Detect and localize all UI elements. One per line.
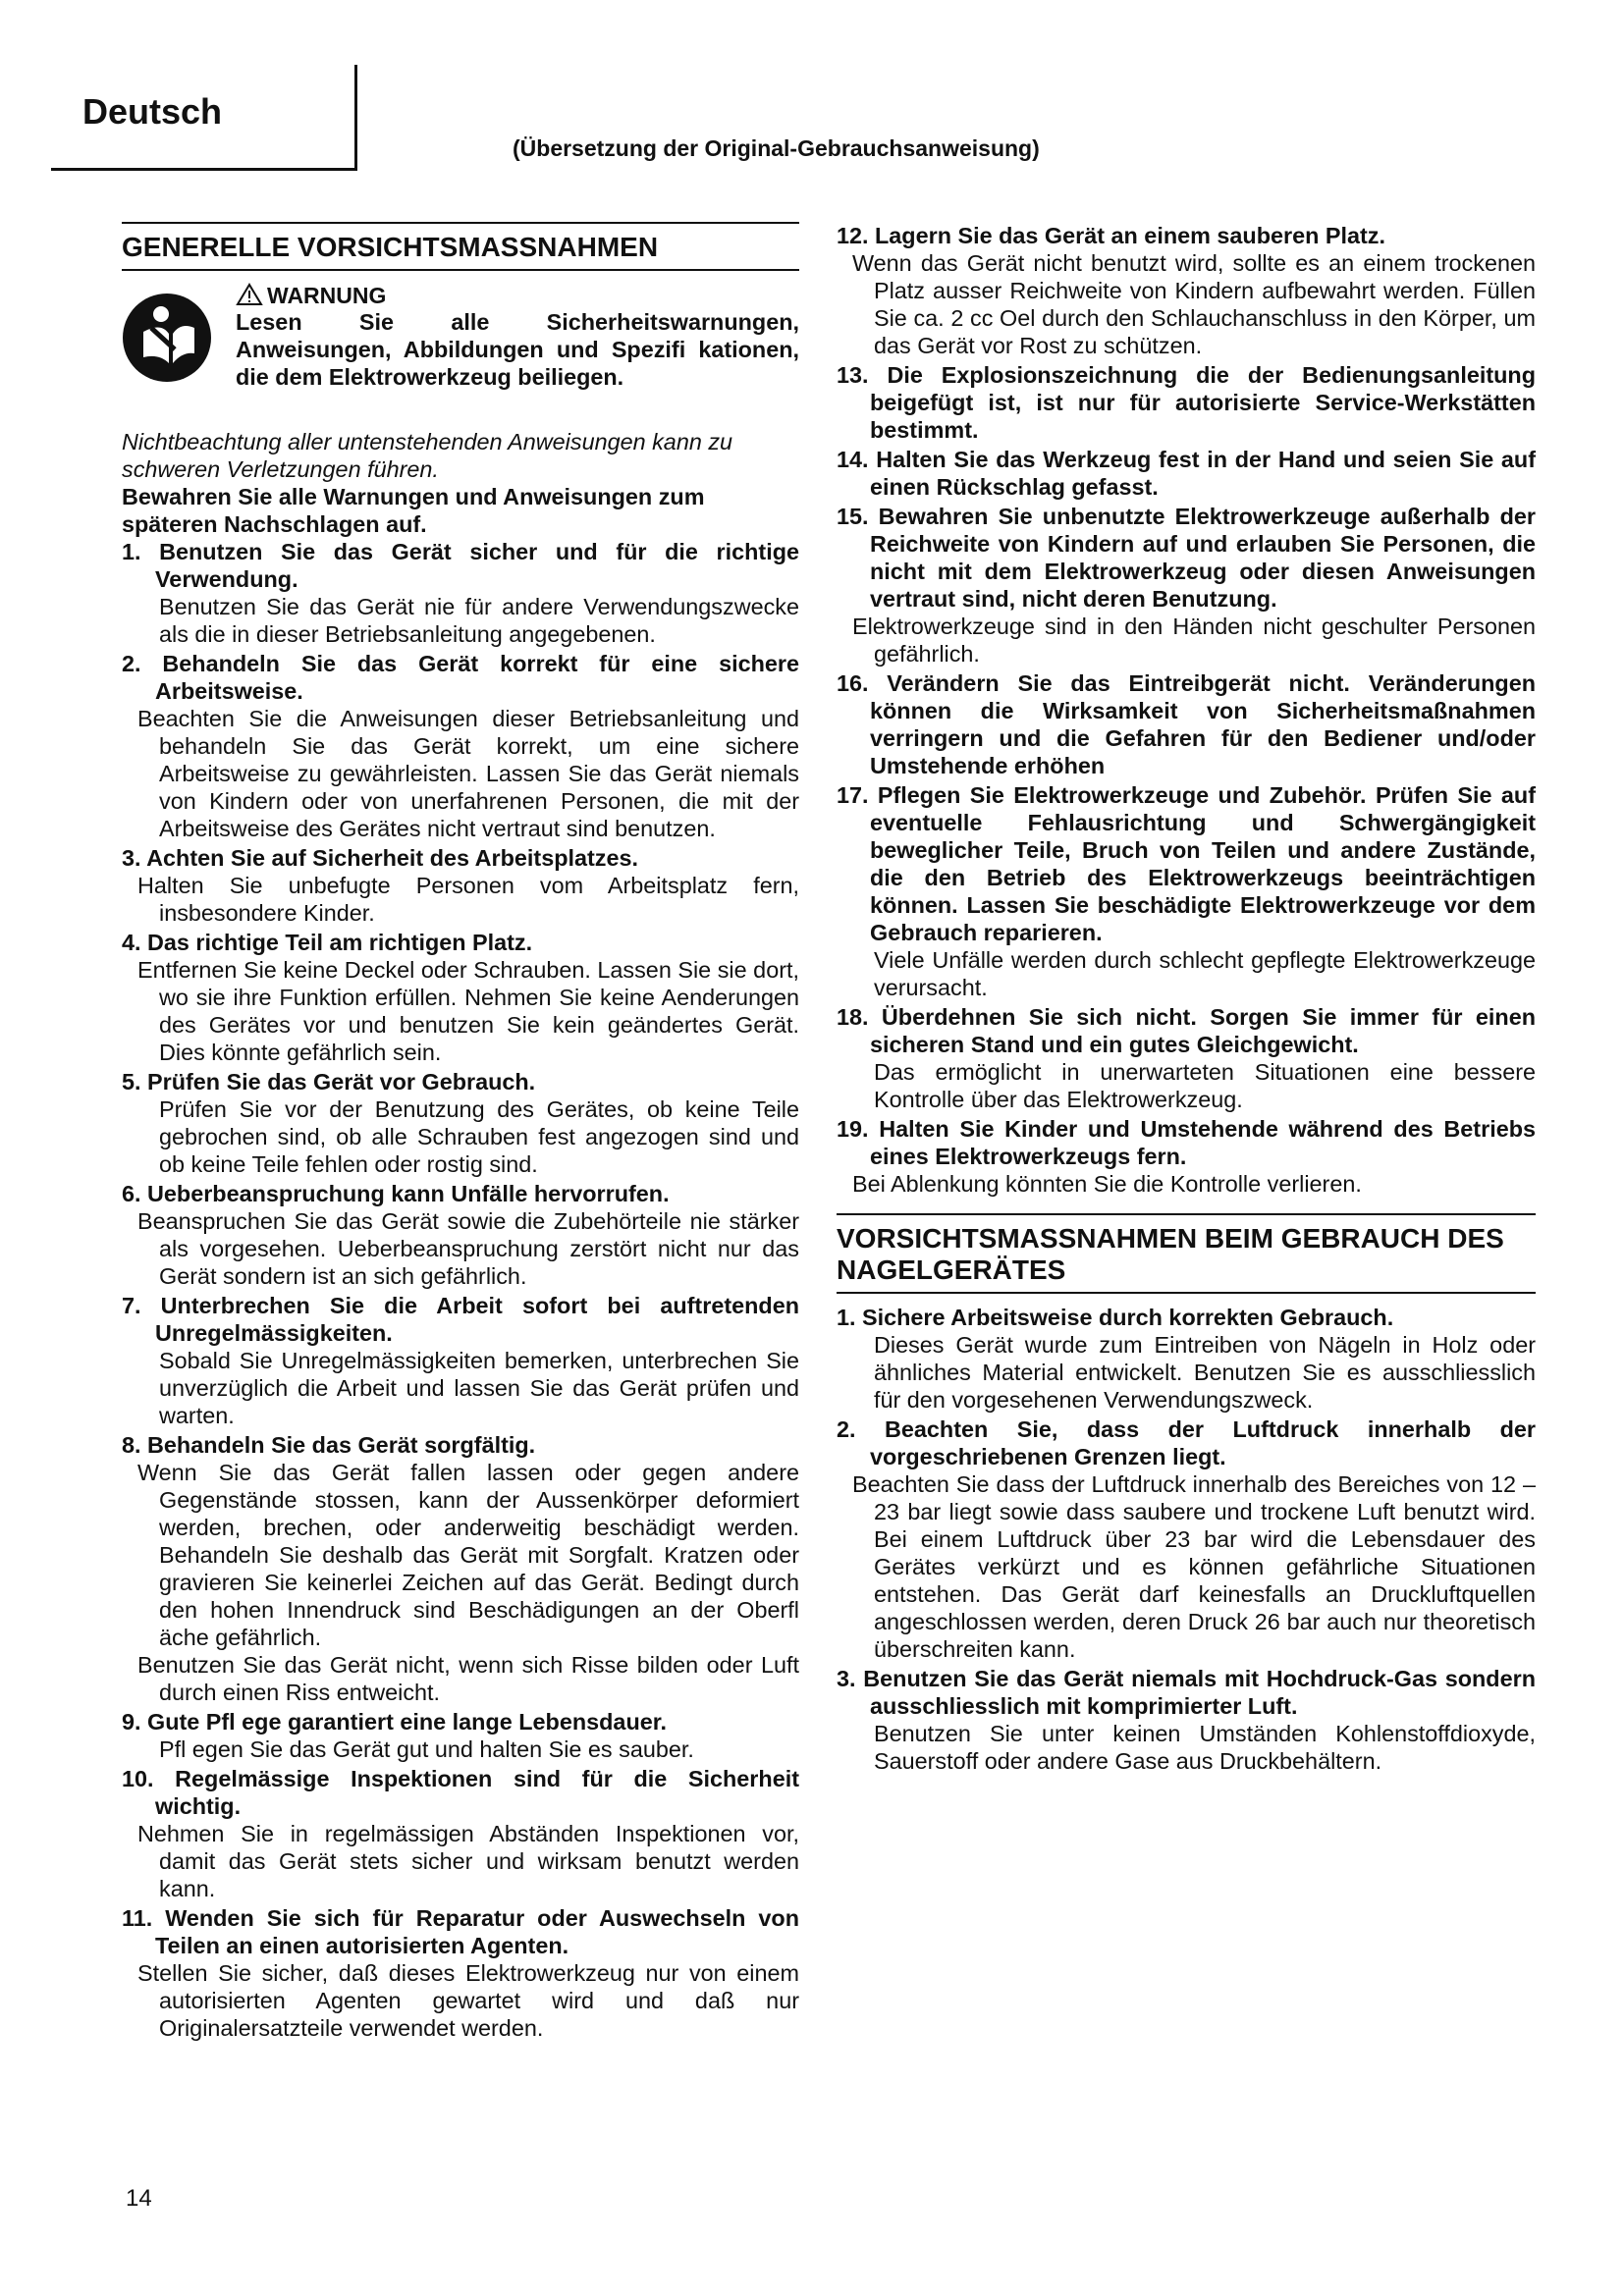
list-item: [122, 1708, 799, 1763]
list-item: [122, 1180, 799, 1290]
item-body: Viele Unfälle werden durch schlecht gepflegte Elektrowerkzeuge verursacht.: [874, 947, 1536, 1000]
item-body: Nehmen Sie in regelmässigen Abständen Inspektionen vor, damit das Gerät stets sicher und wirksam benutzt werden kann.: [137, 1821, 799, 1901]
item-heading: 9. Gute Pfl ege garantiert eine lange Lebensdauer.: [122, 1709, 668, 1735]
list-item: [122, 650, 799, 842]
list-item: [122, 844, 799, 927]
item-body: Entfernen Sie keine Deckel oder Schrauben. Lassen Sie sie dort, wo sie ihre Funktion erfüllen. Nehmen Sie keine Aenderungen des Gerätes vor und benutzen Sie kein geändertes Gerät. Dies könnte gefährlich sein.: [137, 957, 799, 1065]
intro-italic: Nichtbeachtung aller untenstehenden Anweisungen kann zu schweren Verletzungen führen.: [122, 429, 733, 482]
item-body: Elektrowerkzeuge sind in den Händen nicht geschulter Personen gefährlich.: [852, 614, 1536, 667]
list-item: [837, 446, 1536, 501]
list-item: [122, 1068, 799, 1178]
list-item: [122, 538, 799, 648]
item-heading: 8. Behandeln Sie das Gerät sorgfältig.: [122, 1432, 536, 1458]
item-heading: 10. Regelmässige Inspektionen sind für die Sicherheit wichtig.: [122, 1766, 799, 1819]
list-item: [837, 1304, 1536, 1414]
item-heading: 1. Benutzen Sie das Gerät sicher und für die richtige Verwendung.: [122, 539, 799, 592]
right-column: [837, 222, 1536, 1777]
item-heading: 3. Benutzen Sie das Gerät niemals mit Hochdruck-Gas sondern ausschliesslich mit komprimierter Luft.: [837, 1666, 1536, 1719]
item-body: Stellen Sie sicher, daß dieses Elektrowerkzeug nur von einem autorisierten Agenten gewartet wird und daß nur Originalersatzteile verwendet werden.: [137, 1960, 799, 2041]
list-item: [837, 222, 1536, 359]
warning-triangle-icon: [236, 283, 263, 306]
item-heading: 12. Lagern Sie das Gerät an einem sauberen Platz.: [837, 223, 1385, 248]
item-heading: 13. Die Explosionszeichnung die der Bedienungsanleitung beigefügt ist, ist nur für autorisierte Service-Werkstätten bestimmt.: [837, 362, 1536, 443]
list-item: [837, 1415, 1536, 1663]
warning-block: [122, 281, 799, 426]
item-body: Beachten Sie die Anweisungen dieser Betriebsanleitung und behandeln Sie das Gerät korrekt, um eine sichere Arbeitsweise zu gewährleisten. Lassen Sie das Gerät niemals von Kindern oder von unerfahrenen Personen, die mit der Arbeitsweise des Gerätes nicht vertraut sind benutzen.: [137, 706, 799, 841]
page-number: 14: [126, 2185, 152, 2212]
warning-label: WARNUNG: [267, 283, 387, 308]
intro-bold: Bewahren Sie alle Warnungen und Anweisungen zum späteren Nachschlagen auf.: [122, 484, 705, 537]
item-body: Beanspruchen Sie das Gerät sowie die Zubehörteile nie stärker als vorgesehen. Ueberbeanspruchung zerstört nicht nur das Gerät sondern ist an sich gefährlich.: [137, 1208, 799, 1289]
item-heading: 6. Ueberbeanspruchung kann Unfälle hervorrufen.: [122, 1181, 670, 1206]
item-body: Halten Sie unbefugte Personen vom Arbeitsplatz fern, insbesondere Kinder.: [137, 873, 799, 926]
item-body: Wenn Sie das Gerät fallen lassen oder gegen andere Gegenstände stossen, kann der Aussenkörper deformiert werden, brechen, oder anderweitig beschädigt werden. Behandeln Sie deshalb das Gerät mit Sorgfalt. Kratzen oder gravieren Sie keinerlei Zeichen auf das Gerät. Bedingt durch den hohen Innendruck sind Beschädigungen an der Oberfl äche gefährlich.: [137, 1460, 799, 1650]
list-item: [837, 1115, 1536, 1198]
item-body: Prüfen Sie vor der Benutzung des Gerätes, ob keine Teile gebrochen sind, ob alle Schrauben fest angezogen sind und ob keine Teile fehlen oder rostig sind.: [159, 1096, 799, 1177]
item-heading: 16. Verändern Sie das Eintreibgerät nicht. Veränderungen können die Wirksamkeit von Sicherheitsmaßnahmen verringern und die Gefahren für den Bediener und/oder Umstehende erhöhen: [837, 670, 1536, 778]
section-title-nailer: VORSICHTSMASSNAHMEN BEIM GEBRAUCH DES NAGELGERÄTES: [837, 1213, 1536, 1294]
item-body: Benutzen Sie unter keinen Umständen Kohlenstoffdioxyde, Sauerstoff oder andere Gase aus Druckbehältern.: [874, 1721, 1536, 1774]
list-item: [837, 361, 1536, 444]
item-heading: 3. Achten Sie auf Sicherheit des Arbeitsplatzes.: [122, 845, 639, 871]
item-heading: 4. Das richtige Teil am richtigen Platz.: [122, 930, 533, 955]
item-heading: 2. Beachten Sie, dass der Luftdruck innerhalb der vorgeschriebenen Grenzen liegt.: [837, 1416, 1536, 1469]
list-item: [122, 929, 799, 1066]
item-heading: 15. Bewahren Sie unbenutzte Elektrowerkzeuge außerhalb der Reichweite von Kindern auf und erlauben Sie Personen, die nicht mit dem Elektrowerkzeug oder diesen Anweisungen vertraut sind, nicht deren Benutzung.: [837, 504, 1536, 612]
list-item: [837, 503, 1536, 667]
item-heading: 14. Halten Sie das Werkzeug fest in der Hand und seien Sie auf einen Rückschlag gefasst.: [837, 447, 1536, 500]
list-item: [837, 669, 1536, 779]
item-body: Wenn das Gerät nicht benutzt wird, sollte es an einem trockenen Platz ausser Reichweite von Kindern aufbewahrt werden. Füllen Sie ca. 2 cc Oel durch den Schlauchanschluss in den Körper, um das Gerät vor Rost zu schützen.: [852, 250, 1536, 358]
list-item: [122, 1292, 799, 1429]
item-heading: 5. Prüfen Sie das Gerät vor Gebrauch.: [122, 1069, 536, 1095]
item-body: Pfl egen Sie das Gerät gut und halten Sie es sauber.: [159, 1736, 694, 1762]
left-column: [122, 222, 799, 2044]
item-body: Das ermöglicht in unerwarteten Situationen eine bessere Kontrolle über das Elektrowerkzeug.: [874, 1059, 1536, 1112]
item-body: Sobald Sie Unregelmässigkeiten bemerken, unterbrechen Sie unverzüglich die Arbeit und lassen Sie das Gerät prüfen und warten.: [159, 1348, 799, 1428]
item-heading: 7. Unterbrechen Sie die Arbeit sofort bei auftretenden Unregelmässigkeiten.: [122, 1293, 799, 1346]
item-heading: 19. Halten Sie Kinder und Umstehende während des Betriebs eines Elektrowerkzeugs fern.: [837, 1116, 1536, 1169]
document-subtitle: (Übersetzung der Original-Gebrauchsanweisung): [513, 135, 1040, 161]
language-label: Deutsch: [82, 91, 223, 132]
item-heading: 17. Pflegen Sie Elektrowerkzeuge und Zubehör. Prüfen Sie auf eventuelle Fehlausrichtung und Schwergängigkeit beweglicher Teile, Bruch von Teilen und andere Zustände, die den Betrieb des Elektrowerkzeugs beeinträchtigen können. Lassen Sie beschädigte Elektrowerkzeuge vor dem Gebrauch reparieren.: [837, 782, 1536, 945]
list-item: [122, 1431, 799, 1706]
section-title-general: GENERELLE VORSICHTSMASSNAHMEN: [122, 222, 799, 271]
list-item: [837, 781, 1536, 1001]
warning-text: Lesen Sie alle Sicherheitswarnungen, Anweisungen, Abbildungen und Spezifi kationen, die dem Elektrowerkzeug beiliegen.: [236, 309, 799, 390]
item-body-extra: Benutzen Sie das Gerät nicht, wenn sich Risse bilden oder Luft durch einen Riss entweicht.: [137, 1652, 799, 1705]
book-reading-icon: [122, 293, 212, 383]
list-item: [837, 1003, 1536, 1113]
warning-title: [236, 283, 386, 308]
list-item: [837, 1665, 1536, 1775]
item-heading: 1. Sichere Arbeitsweise durch korrekten Gebrauch.: [837, 1305, 1394, 1330]
item-heading: 11. Wenden Sie sich für Reparatur oder Auswechseln von Teilen an einen autorisierten Agenten.: [122, 1905, 799, 1958]
item-heading: 2. Behandeln Sie das Gerät korrekt für eine sichere Arbeitsweise.: [122, 651, 799, 704]
item-body: Bei Ablenkung könnten Sie die Kontrolle verlieren.: [852, 1171, 1362, 1197]
item-heading: 18. Überdehnen Sie sich nicht. Sorgen Sie immer für einen sicheren Stand und ein gutes Gleichgewicht.: [837, 1004, 1536, 1057]
item-body: Dieses Gerät wurde zum Eintreiben von Nägeln in Holz oder ähnliches Material entwickelt. Benutzen Sie es ausschliesslich für den vorgesehenen Verwendungszweck.: [874, 1332, 1536, 1413]
list-item: [122, 1765, 799, 1902]
list-item: [122, 1904, 799, 2042]
item-body: Benutzen Sie das Gerät nie für andere Verwendungszwecke als die in dieser Betriebsanleitung angegebenen.: [159, 594, 799, 647]
item-body: Beachten Sie dass der Luftdruck innerhalb des Bereiches von 12 – 23 bar liegt sowie dass saubere und trockene Luft benutzt wird. Bei einem Luftdruck über 23 bar wird die Lebensdauer des Gerätes verkürzt und es können gefährliche Situationen entstehen. Das Gerät darf keinesfalls an Druckluftquellen angeschlossen werden, deren Druck 26 bar auch nur theoretisch überschreiten kann.: [852, 1471, 1536, 1662]
